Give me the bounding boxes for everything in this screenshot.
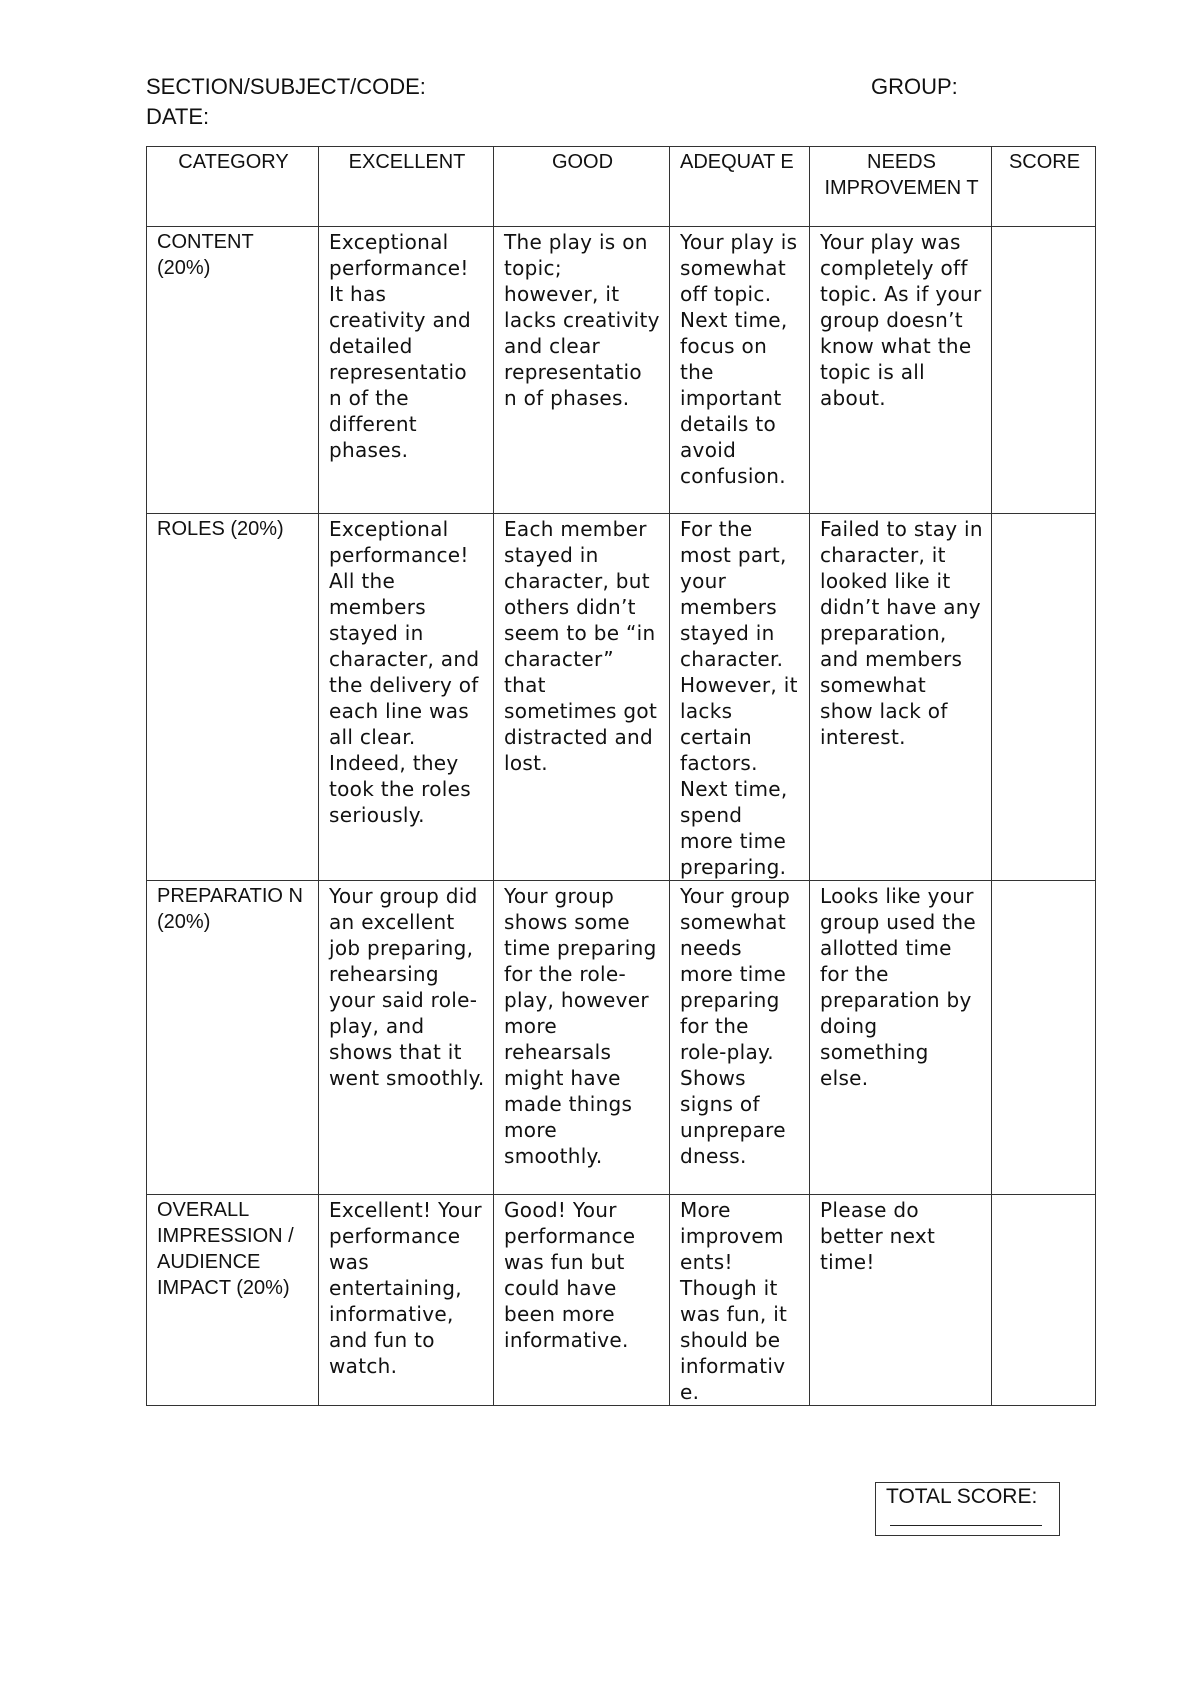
table-row xyxy=(147,227,1096,514)
rubric-table xyxy=(146,146,1096,1406)
column-header-adequate: ADEQUAT E xyxy=(670,147,810,227)
column-header-good: GOOD xyxy=(494,147,670,227)
total-score-label: TOTAL SCORE: xyxy=(886,1485,1038,1508)
score-cell[interactable] xyxy=(992,514,1096,881)
category-cell: ROLES (20%) xyxy=(147,514,319,881)
column-header-excellent: EXCELLENT xyxy=(319,147,494,227)
category-cell: PREPARATIO N (20%) xyxy=(147,881,319,1195)
section-subject-code-label: SECTION/SUBJECT/CODE: xyxy=(146,74,426,99)
good-cell: The play is on topic; however, it lacks creativity and clear representatio n of phases. xyxy=(494,227,670,514)
score-cell[interactable] xyxy=(992,1195,1096,1406)
good-cell: Each member stayed in character, but others didn’t seem to be “in character” that sometimes got distracted and lost. xyxy=(494,514,670,881)
adequate-cell: For the most part, your members stayed in character. However, it lacks certain factors. Next time, spend more time preparing. xyxy=(670,514,810,881)
date-label: DATE: xyxy=(146,104,210,129)
excellent-cell: Excellent! Your performance was entertaining, informative, and fun to watch. xyxy=(319,1195,494,1406)
adequate-cell: Your play is somewhat off topic. Next time, focus on the important details to avoid confusion. xyxy=(670,227,810,514)
score-cell[interactable] xyxy=(992,881,1096,1195)
column-header-score: SCORE xyxy=(992,147,1096,227)
good-cell: Good! Your performance was fun but could have been more informative. xyxy=(494,1195,670,1406)
column-header-category: CATEGORY xyxy=(147,147,319,227)
score-cell[interactable] xyxy=(992,227,1096,514)
excellent-cell: Exceptional performance! All the members stayed in character, and the delivery of each line was all clear. Indeed, they took the roles seriously. xyxy=(319,514,494,881)
table-row xyxy=(147,1195,1096,1406)
category-cell: CONTENT (20%) xyxy=(147,227,319,514)
table-row xyxy=(147,514,1096,881)
total-score-box xyxy=(875,1482,1060,1536)
table-row xyxy=(147,881,1096,1195)
group-label: GROUP: xyxy=(871,74,958,99)
good-cell: Your group shows some time preparing for the role-play, however more rehearsals might have made things more smoothly. xyxy=(494,881,670,1195)
total-score-blank-line[interactable] xyxy=(890,1525,1042,1526)
adequate-cell: More improvem ents! Though it was fun, it should be informativ e. xyxy=(670,1195,810,1406)
needs-improvement-cell: Please do better next time! xyxy=(810,1195,992,1406)
column-header-needs-improvement: NEEDS IMPROVEMEN T xyxy=(810,147,992,227)
needs-improvement-cell: Looks like your group used the allotted time for the preparation by doing something else. xyxy=(810,881,992,1195)
needs-improvement-cell: Failed to stay in character, it looked like it didn’t have any preparation, and members somewhat show lack of interest. xyxy=(810,514,992,881)
excellent-cell: Your group did an excellent job preparing, rehearsing your said role-play, and shows that it went smoothly. xyxy=(319,881,494,1195)
excellent-cell: Exceptional performance! It has creativity and detailed representatio n of the different phases. xyxy=(319,227,494,514)
category-cell: OVERALL IMPRESSION / AUDIENCE IMPACT (20%) xyxy=(147,1195,319,1406)
needs-improvement-cell: Your play was completely off topic. As if your group doesn’t know what the topic is all about. xyxy=(810,227,992,514)
table-header-row xyxy=(147,147,1096,227)
adequate-cell: Your group somewhat needs more time preparing for the role-play. Shows signs of unprepare dness. xyxy=(670,881,810,1195)
